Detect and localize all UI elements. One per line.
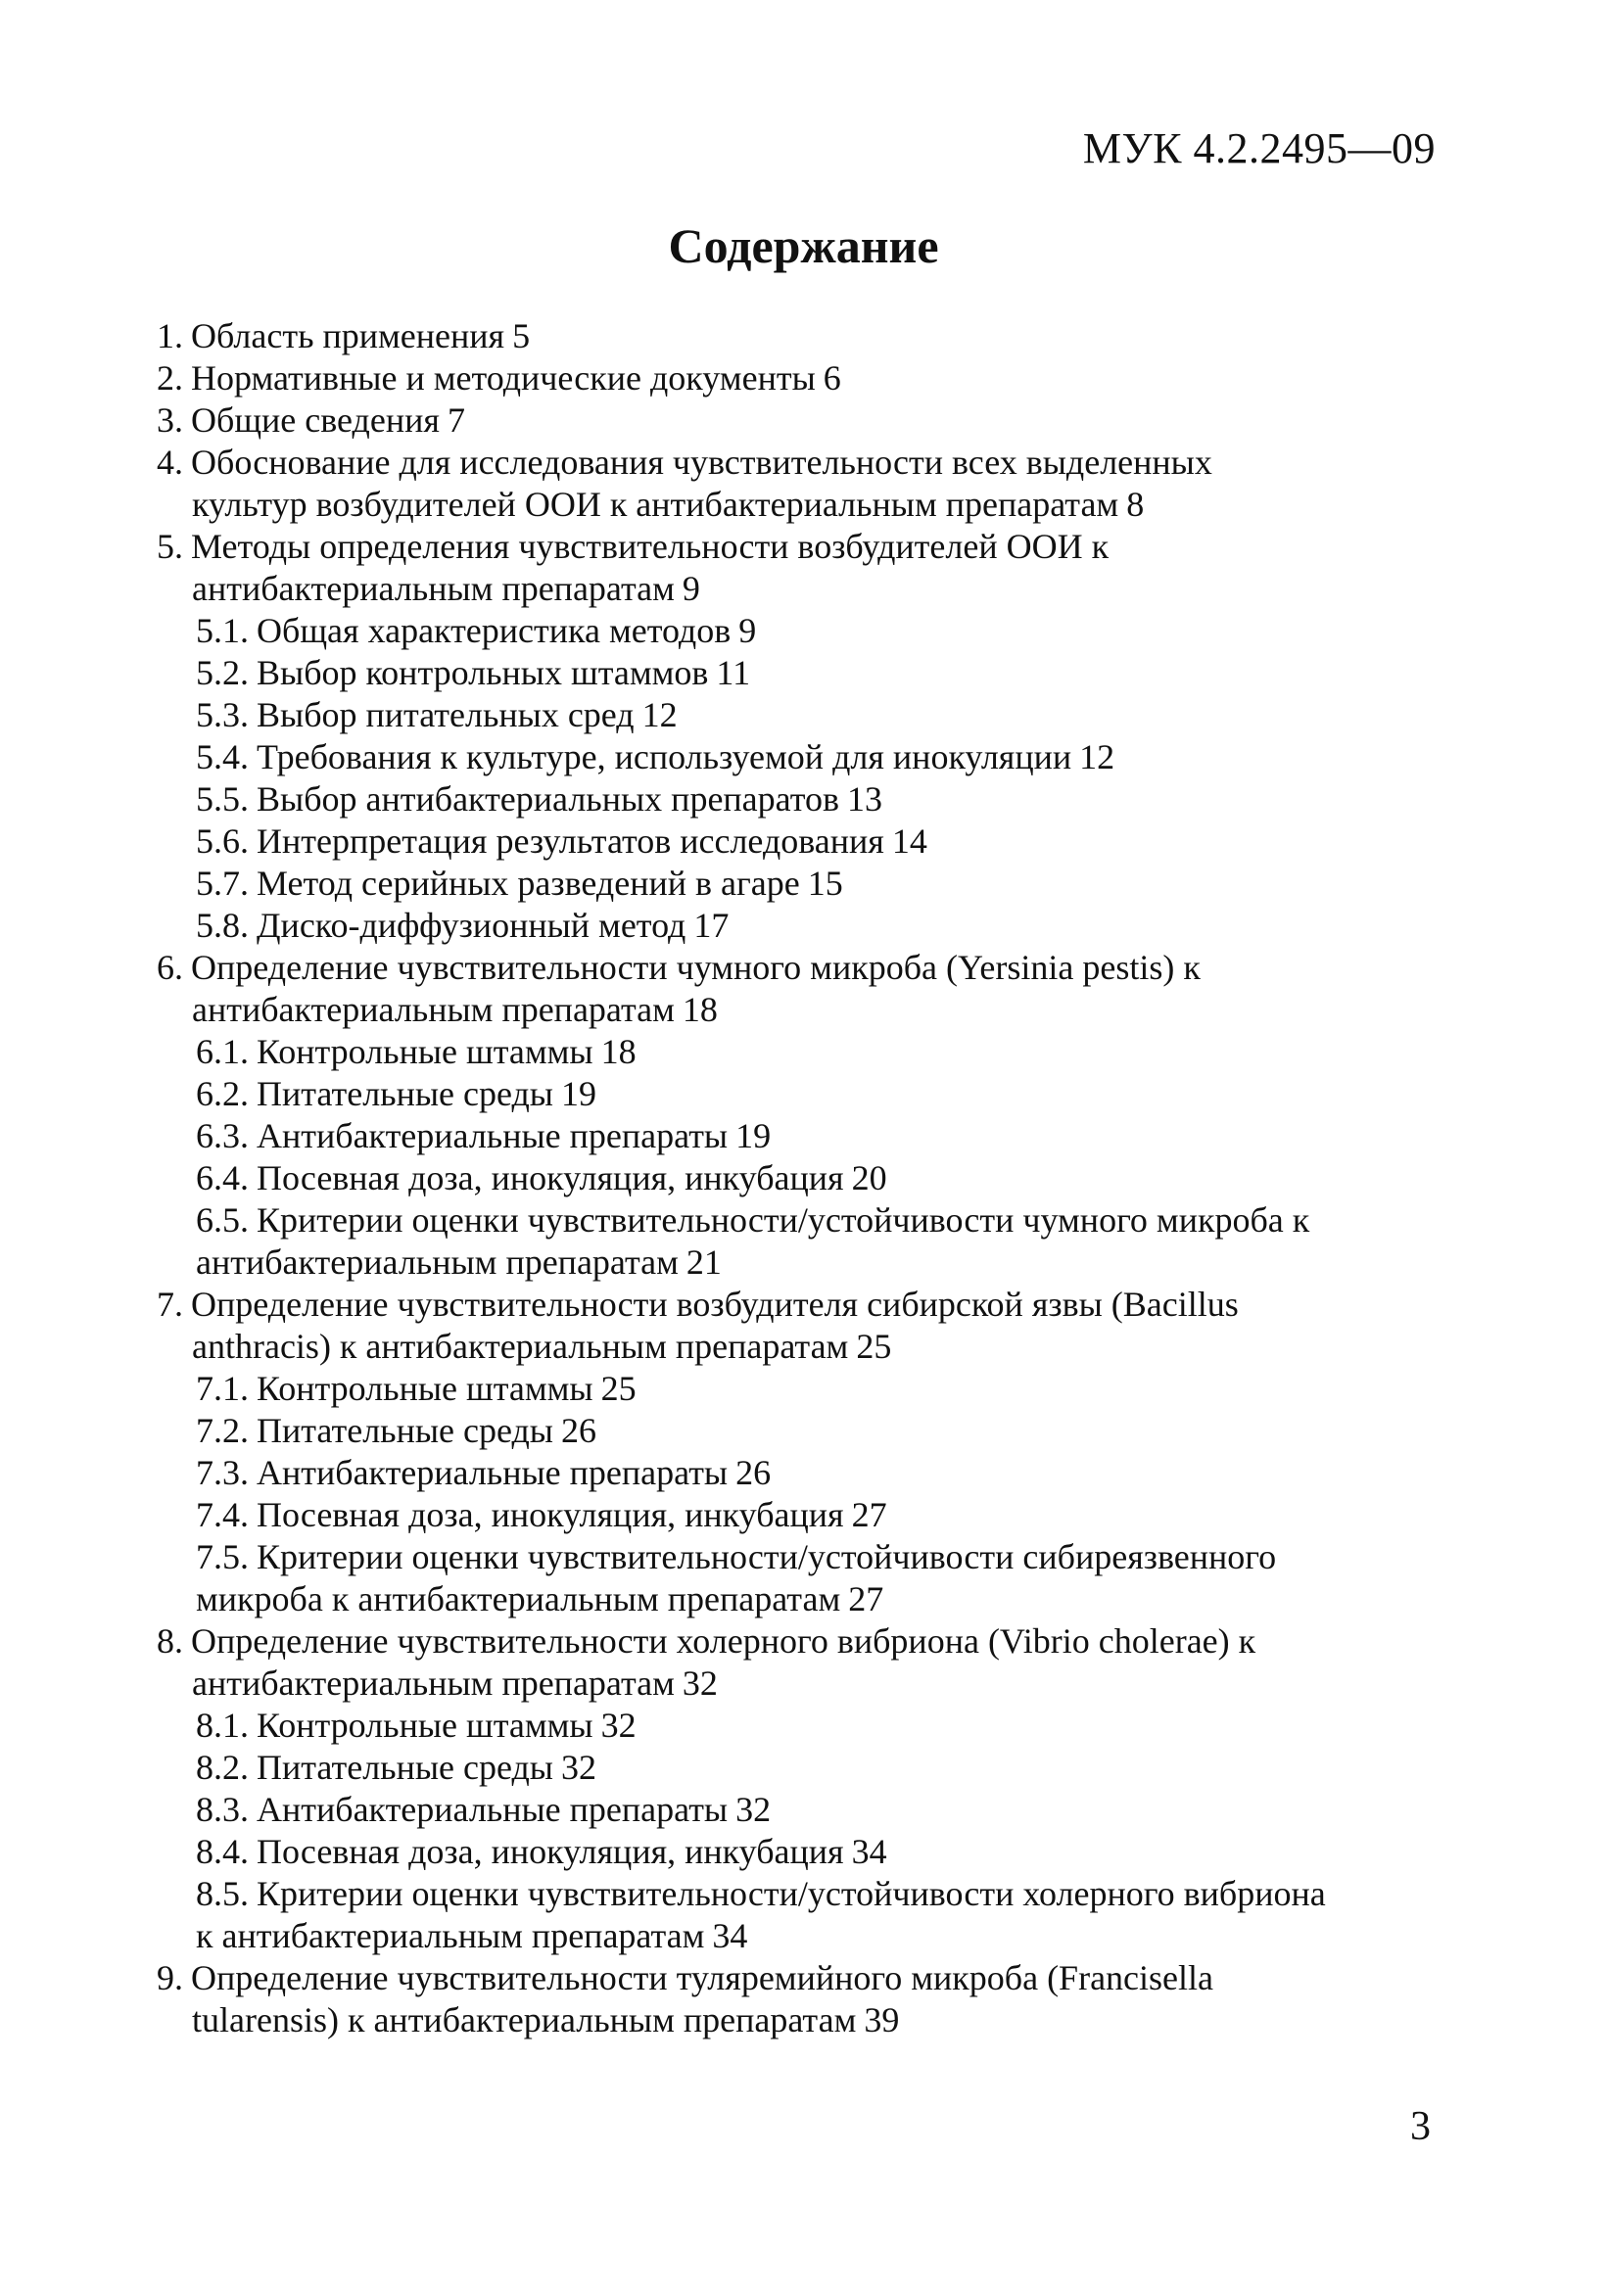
toc-entry-label: Метод серийных разведений в агаре [257, 864, 800, 903]
toc-entry-text [196, 1242, 679, 1282]
toc-entry-number: 8.5. [196, 1874, 249, 1913]
toc-entry-last-line [196, 1410, 1435, 1452]
toc-entry-last-line [157, 1999, 1435, 2041]
toc-entry-label: культур возбудителей ООИ к антибактериальным препаратам [192, 485, 1119, 524]
toc-entry-text [196, 1874, 1326, 1913]
toc-entry-label: Питательные среды [257, 1074, 553, 1113]
toc-entry-number: 6.4. [196, 1158, 249, 1197]
toc-entry [157, 1115, 1435, 1157]
toc-page-number: 25 [856, 1327, 892, 1366]
toc-entry-last-line [196, 1452, 1435, 1494]
toc-page-number: 12 [1079, 737, 1115, 776]
toc-entry-text [192, 1663, 675, 1703]
toc-entry-last-line [196, 1789, 1435, 1831]
toc-entry-text [157, 400, 440, 440]
toc-entry-last-line [196, 652, 1435, 694]
toc-entry-text [157, 1621, 1255, 1661]
toc-entry-text [196, 1158, 844, 1197]
toc-entry [157, 357, 1435, 399]
toc-page-number: 19 [561, 1074, 596, 1113]
toc-entry-text [196, 1537, 1276, 1576]
toc-entry-last-line [196, 778, 1435, 820]
toc-entry [157, 1284, 1435, 1368]
toc-entry-label: Антибактериальные препараты [257, 1116, 729, 1155]
toc-entry-number: 5. [157, 527, 183, 566]
toc-page-number: 12 [641, 695, 678, 734]
toc-entry-last-line [157, 1326, 1435, 1368]
toc-entry-text [196, 1579, 840, 1618]
toc-page-number: 21 [685, 1242, 722, 1282]
toc-entry-last-line [157, 399, 1435, 442]
toc-entry-number: 1. [157, 316, 183, 355]
toc-entry-label: Питательные среды [257, 1411, 553, 1450]
toc-entry [157, 442, 1435, 526]
toc-entry-label: Диско-диффузионный метод [257, 906, 686, 945]
toc-entry-label: Интерпретация результатов исследования [257, 821, 884, 861]
toc-page-number: 9 [738, 611, 757, 650]
toc-entry-text [196, 1495, 844, 1534]
toc-entry-last-line [196, 694, 1435, 736]
toc-entry-last-line [196, 863, 1435, 905]
page-number: 3 [1410, 2104, 1431, 2149]
toc-entry-line [196, 1536, 1435, 1578]
toc-page-number: 26 [735, 1453, 772, 1492]
toc-entry-number: 7. [157, 1285, 183, 1324]
toc-entry [157, 947, 1435, 1031]
toc-entry-label: anthracis) к антибактериальным препаратам [192, 1327, 849, 1366]
toc-entry [157, 1410, 1435, 1452]
toc-entry-label: Антибактериальные препараты [257, 1790, 729, 1829]
toc-entry-number: 8. [157, 1621, 183, 1661]
toc-entry [157, 1031, 1435, 1073]
toc-entry-text [196, 1453, 728, 1492]
toc-entry-last-line [196, 1578, 1435, 1620]
toc-entry [157, 820, 1435, 863]
toc-entry-number: 5.8. [196, 906, 249, 945]
toc-entry-line [157, 1284, 1435, 1326]
toc-entry [157, 1536, 1435, 1620]
toc-entry-label: Определение чувствительности холерного вибриона (Vibrio cholerae) к [191, 1621, 1256, 1661]
toc-entry-label: Антибактериальные препараты [257, 1453, 729, 1492]
toc-entry-label: Область применения [191, 316, 505, 355]
toc-page-number: 18 [682, 990, 718, 1029]
toc-entry-text [196, 695, 635, 734]
toc-entry-label: Определение чувствительности туляремийного микроба (Francisella [191, 1958, 1213, 1997]
toc-entry [157, 1620, 1435, 1705]
table-of-contents [157, 315, 1435, 2041]
toc-page-number: 27 [851, 1495, 887, 1534]
toc-entry [157, 1368, 1435, 1410]
toc-entry-label: Посевная доза, инокуляция, инкубация [257, 1495, 844, 1534]
toc-page-number: 5 [512, 316, 531, 355]
toc-entry-text [157, 948, 1201, 987]
toc-entry [157, 1957, 1435, 2041]
toc-entry-last-line [157, 1663, 1435, 1705]
toc-entry-label: Общие сведения [191, 400, 440, 440]
toc-entry-text [192, 990, 675, 1029]
toc-entry-last-line [196, 610, 1435, 652]
toc-entry-number: 8.4. [196, 1832, 249, 1871]
toc-page-number: 13 [846, 779, 882, 819]
toc-entry [157, 526, 1435, 610]
toc-entry-label: Выбор антибактериальных препаратов [257, 779, 839, 819]
toc-entry-text [157, 443, 1212, 482]
toc-entry-last-line [196, 905, 1435, 947]
toc-page-number: 6 [823, 358, 841, 398]
toc-entry [157, 1494, 1435, 1536]
toc-entry [157, 315, 1435, 357]
toc-entry-text [192, 1327, 848, 1366]
toc-entry-text [196, 1790, 728, 1829]
toc-page-number: 32 [682, 1663, 718, 1703]
toc-entry-last-line [157, 315, 1435, 357]
toc-entry-label: Определение чувствительности возбудителя сибирской язвы (Bacillus [191, 1285, 1239, 1324]
toc-entry-number: 5.4. [196, 737, 249, 776]
toc-entry [157, 863, 1435, 905]
toc-entry-text [196, 1916, 704, 1955]
toc-entry-last-line [196, 1368, 1435, 1410]
toc-entry-label: Критерии оценки чувствительности/устойчивости холерного вибриона [257, 1874, 1326, 1913]
toc-entry-number: 6.1. [196, 1032, 249, 1071]
toc-entry-text [196, 737, 1071, 776]
toc-page-number: 11 [716, 653, 751, 692]
toc-entry-label: Контрольные штаммы [257, 1032, 593, 1071]
document-code: МУК 4.2.2495—09 [1082, 124, 1436, 172]
toc-entry-text [196, 1411, 553, 1450]
toc-page-number: 32 [600, 1706, 637, 1745]
toc-entry-text [192, 485, 1118, 524]
toc-entry-line [157, 947, 1435, 989]
toc-entry-last-line [157, 484, 1435, 526]
toc-entry-number: 5.6. [196, 821, 249, 861]
toc-entry-text [157, 527, 1109, 566]
toc-entry [157, 1199, 1435, 1284]
toc-entry-last-line [196, 1915, 1435, 1957]
page-title: Содержание [668, 218, 939, 273]
toc-entry-number: 8.2. [196, 1748, 249, 1787]
toc-entry [157, 1831, 1435, 1873]
toc-entry-number: 5.7. [196, 864, 249, 903]
toc-entry-last-line [196, 1747, 1435, 1789]
toc-entry [157, 694, 1435, 736]
toc-entry-number: 5.3. [196, 695, 249, 734]
toc-entry-last-line [196, 1705, 1435, 1747]
toc-entry-number: 8.1. [196, 1706, 249, 1745]
toc-entry-number: 2. [157, 358, 183, 398]
toc-page-number: 25 [600, 1369, 637, 1408]
toc-page-number: 17 [693, 906, 730, 945]
toc-entry-number: 9. [157, 1958, 183, 1997]
toc-entry-line [157, 1620, 1435, 1663]
toc-entry-text [157, 1285, 1239, 1324]
toc-entry-label: Методы определения чувствительности возбудителей ООИ к [191, 527, 1110, 566]
toc-entry [157, 1747, 1435, 1789]
toc-page-number: 19 [735, 1116, 772, 1155]
toc-page-number: 32 [561, 1748, 596, 1787]
toc-entry [157, 652, 1435, 694]
toc-entry-label: Посевная доза, инокуляция, инкубация [257, 1832, 844, 1871]
toc-entry-last-line [157, 989, 1435, 1031]
toc-entry-label: Требования к культуре, используемой для инокуляции [257, 737, 1072, 776]
toc-entry-number: 4. [157, 443, 183, 482]
toc-entry-last-line [157, 357, 1435, 399]
toc-entry-label: антибактериальным препаратам [192, 990, 675, 1029]
toc-page-number: 27 [848, 1579, 884, 1618]
toc-entry-last-line [196, 1073, 1435, 1115]
toc-entry-number: 8.3. [196, 1790, 249, 1829]
toc-page-number: 8 [1126, 485, 1145, 524]
toc-page-number: 34 [712, 1916, 748, 1955]
toc-entry-text [196, 779, 839, 819]
toc-page-number: 15 [807, 864, 843, 903]
toc-entry [157, 1873, 1435, 1957]
toc-entry-last-line [196, 1242, 1435, 1284]
toc-entry [157, 1452, 1435, 1494]
toc-page-number: 7 [447, 400, 465, 440]
toc-entry-number: 3. [157, 400, 183, 440]
toc-page-number: 14 [891, 821, 927, 861]
toc-entry-last-line [196, 1494, 1435, 1536]
toc-entry-label: Обоснование для исследования чувствительности всех выделенных [191, 443, 1212, 482]
toc-entry-number: 6.2. [196, 1074, 249, 1113]
toc-entry-last-line [196, 1115, 1435, 1157]
toc-entry-text [192, 2000, 856, 2039]
toc-entry-line [157, 442, 1435, 484]
toc-entry-number: 5.2. [196, 653, 249, 692]
toc-entry-text [157, 316, 504, 355]
toc-entry-number: 7.1. [196, 1369, 249, 1408]
toc-entry-label: Выбор контрольных штаммов [257, 653, 709, 692]
toc-entry-text [196, 1706, 593, 1745]
toc-entry [157, 399, 1435, 442]
toc-entry-line [157, 1957, 1435, 1999]
toc-entry-text [196, 906, 685, 945]
toc-entry [157, 1789, 1435, 1831]
toc-entry-line [157, 526, 1435, 568]
toc-page-number: 32 [735, 1790, 772, 1829]
toc-entry [157, 736, 1435, 778]
toc-entry-text [196, 821, 884, 861]
toc-entry-label: Контрольные штаммы [257, 1369, 593, 1408]
toc-entry-last-line [196, 1157, 1435, 1199]
toc-entry-text [196, 653, 708, 692]
toc-entry-number: 6.3. [196, 1116, 249, 1155]
toc-entry [157, 1705, 1435, 1747]
toc-page-number: 39 [864, 2000, 900, 2039]
toc-entry [157, 1157, 1435, 1199]
toc-entry-text [196, 1832, 844, 1871]
toc-page-number: 18 [600, 1032, 637, 1071]
toc-page-number: 26 [561, 1411, 596, 1450]
toc-entry-text [196, 611, 731, 650]
toc-entry-text [196, 864, 800, 903]
toc-entry-number: 5.1. [196, 611, 249, 650]
toc-entry-last-line [196, 1031, 1435, 1073]
toc-entry [157, 778, 1435, 820]
toc-entry-last-line [196, 736, 1435, 778]
toc-entry-text [157, 1958, 1213, 1997]
toc-entry-label: Посевная доза, инокуляция, инкубация [257, 1158, 844, 1197]
toc-entry-text [196, 1116, 728, 1155]
toc-page-number: 9 [682, 569, 700, 608]
toc-entry-label: Выбор питательных сред [257, 695, 635, 734]
toc-entry-label: Критерии оценки чувствительности/устойчивости сибиреязвенного [257, 1537, 1277, 1576]
toc-entry-label: Контрольные штаммы [257, 1706, 593, 1745]
toc-entry-number: 7.4. [196, 1495, 249, 1534]
toc-entry-text [157, 358, 816, 398]
toc-entry-label: антибактериальным препаратам [192, 1663, 675, 1703]
toc-page-number: 34 [851, 1832, 887, 1871]
toc-page-number: 20 [851, 1158, 887, 1197]
toc-entry-number: 7.5. [196, 1537, 249, 1576]
toc-entry [157, 1073, 1435, 1115]
toc-entry-line [196, 1873, 1435, 1915]
toc-entry [157, 905, 1435, 947]
toc-entry-last-line [157, 568, 1435, 610]
toc-entry-text [192, 569, 675, 608]
toc-entry-label: микроба к антибактериальным препаратам [196, 1579, 841, 1618]
toc-entry-text [196, 1200, 1309, 1240]
toc-entry-label: Общая характеристика методов [257, 611, 732, 650]
toc-entry-label: Критерии оценки чувствительности/устойчивости чумного микроба к [257, 1200, 1310, 1240]
toc-entry-label: антибактериальным препаратам [196, 1242, 679, 1282]
toc-entry-text [196, 1074, 553, 1113]
toc-entry-text [196, 1369, 593, 1408]
toc-entry-label: Питательные среды [257, 1748, 553, 1787]
toc-entry-number: 6.5. [196, 1200, 249, 1240]
toc-entry-line [196, 1199, 1435, 1242]
toc-entry-text [196, 1032, 593, 1071]
toc-entry-last-line [196, 820, 1435, 863]
toc-entry [157, 610, 1435, 652]
toc-entry-label: Нормативные и методические документы [191, 358, 816, 398]
toc-entry-number: 6. [157, 948, 183, 987]
toc-entry-number: 5.5. [196, 779, 249, 819]
toc-entry-label: Определение чувствительности чумного микроба (Yersinia pestis) к [191, 948, 1201, 987]
toc-entry-number: 7.2. [196, 1411, 249, 1450]
toc-entry-text [196, 1748, 553, 1787]
toc-entry-number: 7.3. [196, 1453, 249, 1492]
toc-entry-label: tularensis) к антибактериальным препаратам [192, 2000, 857, 2039]
toc-entry-label: к антибактериальным препаратам [196, 1916, 705, 1955]
toc-entry-label: антибактериальным препаратам [192, 569, 675, 608]
toc-entry-last-line [196, 1831, 1435, 1873]
